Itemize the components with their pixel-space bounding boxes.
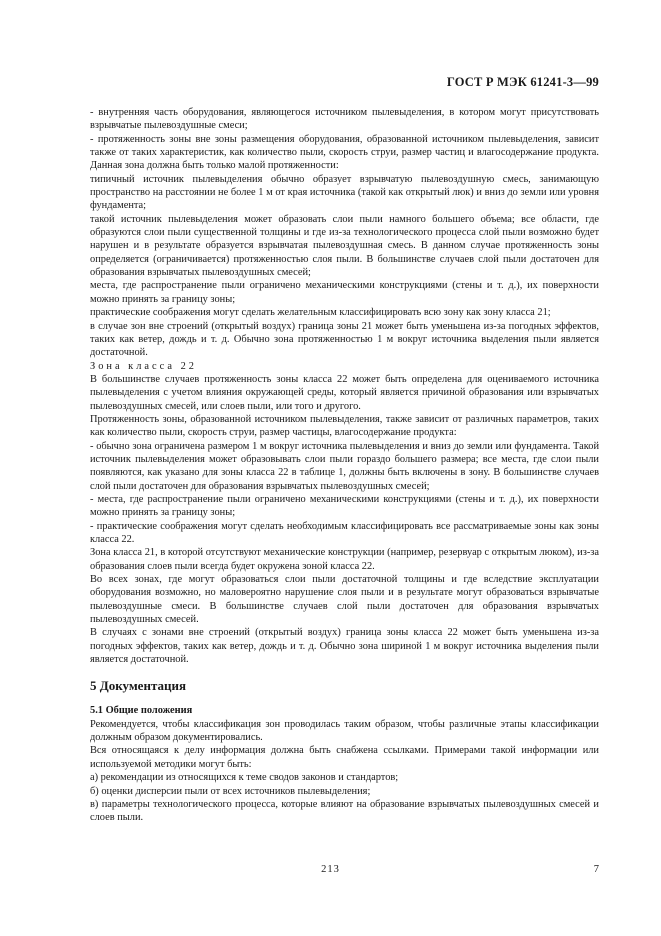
page-number: 7: [593, 864, 599, 875]
paragraph: В большинстве случаев протяженность зоны класса 22 может быть определена для оцениваемого источника пылевыделения с учетом влияния окружающей среды, который является причиной образования или взрывчатых пылевоздушных смесей, или слоев пыли, или того и другого.: [90, 373, 599, 412]
paragraph: Зона класса 21, в которой отсутствуют механические конструкции (например, резервуар с открытым люком), из-за образования слоев пыли всегда будет окружена зоной класса 22.: [90, 547, 599, 572]
paragraph: Во всех зонах, где могут образоваться слои пыли достаточной толщины и где вследствие эксплуатации оборудования возможно, но маловероятно нарушение слоя пыли и в результате могут образоваться взрывчатые пылевоздушные смеси. В большинстве случаев слой пыли достаточен для образования взрывчатых пылевоздушных смесей.: [90, 574, 599, 626]
zone-class-heading: Зона класса 22: [90, 360, 197, 372]
paragraph: Протяженность зоны, образованной источником пылевыделения, также зависит от различных параметров, таких как количество пыли, скорость струи, размер частицы, влагосодержание продукта:: [90, 413, 599, 439]
paragraph: такой источник пылевыделения может образовать слои пыли намного большего объема; все области, где образуются слои пыли существенной толщины и где из-за технологического процесса слой пыли возможно будет нарушен и в результате образуется взрывчатая пылевоздушная смесь. В данном случае протяженность зоны определяется (ограничивается) протяженностью слоя пыли. В большинстве случаев слой пыли достаточен для образования взрывчатых пылевоздушных смесей;: [90, 213, 599, 279]
paragraph: - места, где распространение пыли ограничено механическими конструкциями (стены и т. д.), их поверхности можно принять за границу зоны;: [90, 493, 599, 519]
document-body: [90, 106, 599, 825]
list-item: а) рекомендации из относящихся к теме сводов законов и стандартов;: [90, 772, 399, 784]
paragraph: - обычно зона ограничена размером 1 м вокруг источника пылевыделения и вниз до земли или фундамента. Такой источник пылевыделения может образовывать слои пыли гораздо большего размера; все места, где слои пыли появляются, как указано для зоны класса 22 в таблице 1, должны быть включены в зону. В большинстве случаев слой пыли достаточен для образования взрывчатых пылевоздушных смесей;: [90, 440, 599, 492]
paragraph: - практические соображения могут сделать необходимым классифицировать все рассматриваемые зоны как зоны класса 22.: [90, 520, 599, 545]
list-item: в) параметры технологического процесса, которые влияют на образование взрывчатых пылевоздушных смесей и слоев пыли.: [90, 798, 599, 824]
paragraph: в случае зон вне строений (открытый воздух) граница зоны 21 может быть уменьшена из-за погодных эффектов, таких как ветер, дождь и т. д. Обычно зона протяженностью 1 м вокруг источника выделения пыли является достаточной.: [90, 320, 599, 359]
paragraph: практические соображения могут сделать желательным классифицировать всю зону как зону класса 21;: [90, 307, 551, 319]
section-title: 5 Документация: [90, 678, 187, 694]
list-item: б) оценки дисперсии пыли от всех источников пылевыделения;: [90, 785, 371, 797]
subsection-title: 5.1 Общие положения: [90, 705, 193, 717]
paragraph: В случаях с зонами вне строений (открытый воздух) граница зоны класса 22 может быть уменьшена из-за погодных эффектов, таких как ветер, дождь и т. д. Обычно зона шириной 1 м вокруг источника выделения пыли является достаточной.: [90, 627, 599, 666]
paragraph: места, где распространение пыли ограничено механическими конструкциями (стены и т. д.), их поверхности можно принять за границу зоны;: [90, 280, 599, 305]
paragraph: - протяженность зоны вне зоны размещения оборудования, образованной источником пылевыделения, зависит также от таких характеристик, как количество пыли, скорость струи, размер частиц и влагосодержание продукта. Данная зона должна быть только малой протяженности:: [90, 133, 599, 172]
footer-number: 213: [321, 864, 340, 875]
paragraph: Вся относящаяся к делу информация должна быть снабжена ссылками. Примерами такой информации или используемой методики могут быть:: [90, 745, 599, 770]
document-header: ГОСТ Р МЭК 61241-3—99: [446, 75, 599, 89]
paragraph: - внутренняя часть оборудования, являющегося источником пылевыделения, в котором могут присутствовать взрывчатые пылевоздушные смеси;: [90, 107, 599, 132]
paragraph: типичный источник пылевыделения обычно образует взрывчатую пылевоздушную смесь, занимающую пространство на расстоянии не более 1 м от края источника (такой как открытый люк) и вниз до земли или уровня фундамента;: [90, 173, 599, 212]
paragraph: Рекомендуется, чтобы классификация зон проводилась таким образом, чтобы различные этапы классификации должным образом документировались.: [90, 718, 599, 744]
